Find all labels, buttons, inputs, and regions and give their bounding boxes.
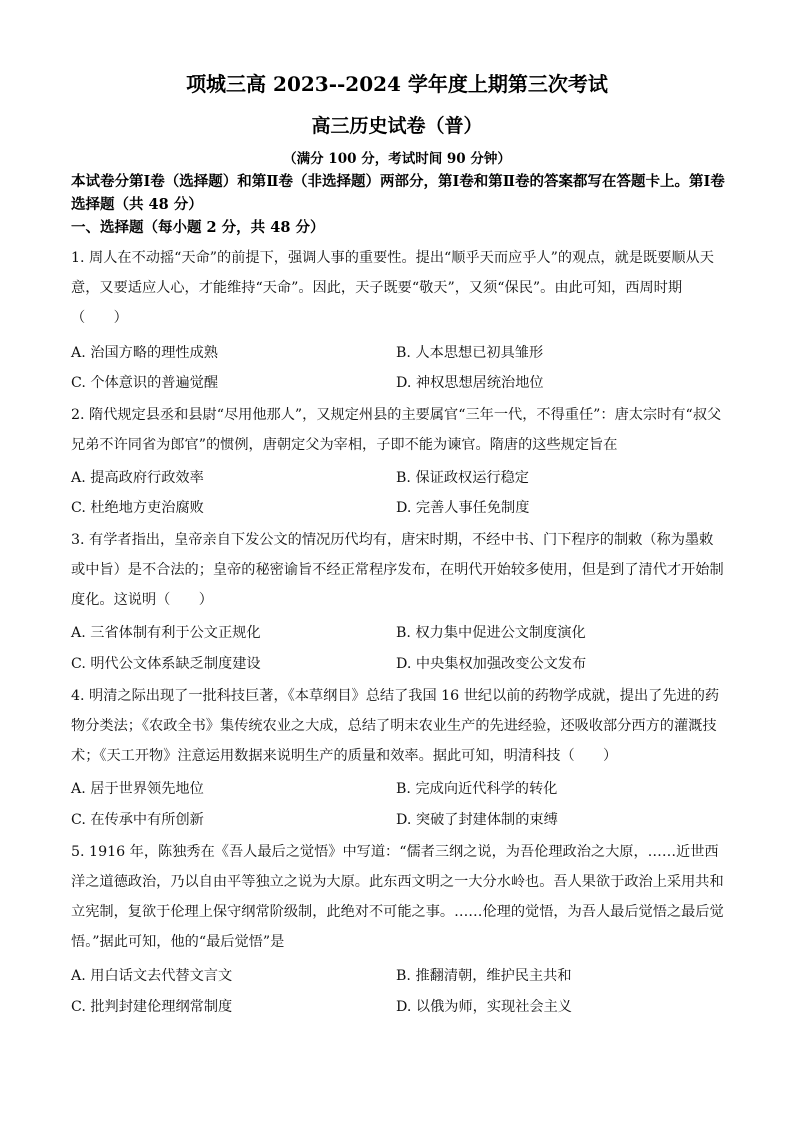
- question-3-option-b: B. 权力集中促进公文制度演化: [396, 625, 586, 641]
- question-3-stem: 3. 有学者指出，皇帝亲自下发公文的情况历代均有，唐宋时期，不经中书、门下程序的制敕（称为墨敕或中旨）是不合法的；皇帝的秘密谕旨不经正常程序发布，在明代开始较多使用，但是到了清代才开始制度化。这说明（ ）: [71, 532, 724, 608]
- question-2-option-d: D. 完善人事任免制度: [396, 500, 530, 516]
- question-2-option-b: B. 保证政权运行稳定: [396, 470, 529, 486]
- section-heading: 一、选择题（每小题 2 分，共 48 分）: [71, 219, 325, 236]
- question-1-option-b: B. 人本思想已初具雏形: [396, 345, 544, 361]
- exam-title: 项城三高 2023--2024 学年度上期第三次考试: [186, 72, 608, 96]
- question-2-stem: 2. 隋代规定县丞和县尉“尽用他那人”，又规定州县的主要属官“三年一代，不得重任”：唐太宗时有“叔父兄弟不许同省为郎官”的惯例，唐朝定父为宰相，子即不能为谏官。隋唐的这些规定旨在: [71, 407, 722, 453]
- question-4-option-b: B. 完成向近代科学的转化: [396, 781, 558, 797]
- exam-instructions: 本试卷分第Ⅰ卷（选择题）和第Ⅱ卷（非选择题）两部分，第Ⅰ卷和第Ⅱ卷的答案都写在答题卡上。第Ⅰ卷选择题（共 48 分）: [71, 173, 725, 213]
- question-5-option-b: B. 推翻清朝，维护民主共和: [396, 968, 572, 984]
- question-4-option-c: C. 在传承中有所创新: [71, 812, 204, 828]
- question-4-option-d: D. 突破了封建体制的束缚: [396, 812, 558, 828]
- question-3-option-a: A. 三省体制有利于公文正规化: [71, 625, 261, 641]
- exam-note: （满分 100 分，考试时间 90 分钟）: [283, 151, 511, 167]
- question-2-option-c: C. 杜绝地方吏治腐败: [71, 500, 204, 516]
- question-5-option-d: D. 以俄为师，实现社会主义: [396, 999, 572, 1015]
- question-1-stem: 1. 周人在不动摇“天命”的前提下，强调人事的重要性。提出“顺乎天而应乎人”的观点，就是既要顺从天意，又要适应人心，才能维持“天命”。因此，天子既要“敬天”，又须“保民”。由此可知，西周时期（ ）: [71, 250, 714, 326]
- question-4-stem: 4. 明清之际出现了一批科技巨著，《本草纲目》总结了我国 16 世纪以前的药物学成就，提出了先进的药物分类法；《农政全书》集传统农业之大成，总结了明末农业生产的先进经验，还吸收部分西方的灌溉技术；《天工开物》注意运用数据来说明生产的质量和效率。据此可知，明清科技（ ）: [71, 688, 720, 764]
- question-5-stem: 5. 1916 年，陈独秀在《吾人最后之觉悟》中写道：“儒者三纲之说，为吾伦理政治之大原，……近世西洋之道德政治，乃以自由平等独立之说为大原。此东西文明之一大分水岭也。吾人果欲于政治上采用共和立宪制，复欲于伦理上保守纲常阶级制，此绝对不可能之事。……伦理的觉悟，为吾人最后觉悟之最后觉悟。”据此可知，他的“最后觉悟”是: [71, 844, 724, 950]
- question-4-option-a: A. 居于世界领先地位: [71, 781, 204, 797]
- question-5-option-c: C. 批判封建伦理纲常制度: [71, 999, 233, 1015]
- question-2-option-a: A. 提高政府行政效率: [71, 470, 204, 486]
- question-3-option-c: C. 明代公文体系缺乏制度建设: [71, 656, 261, 672]
- exam-subtitle: 高三历史试卷（普）: [311, 115, 483, 137]
- question-1-option-c: C. 个体意识的普遍觉醒: [71, 375, 219, 391]
- question-1-option-d: D. 神权思想居统治地位: [396, 375, 544, 391]
- question-5-option-a: A. 用白话文去代替文言文: [71, 968, 233, 984]
- question-3-option-d: D. 中央集权加强改变公文发布: [396, 656, 587, 672]
- question-1-option-a: A. 治国方略的理性成熟: [71, 345, 218, 361]
